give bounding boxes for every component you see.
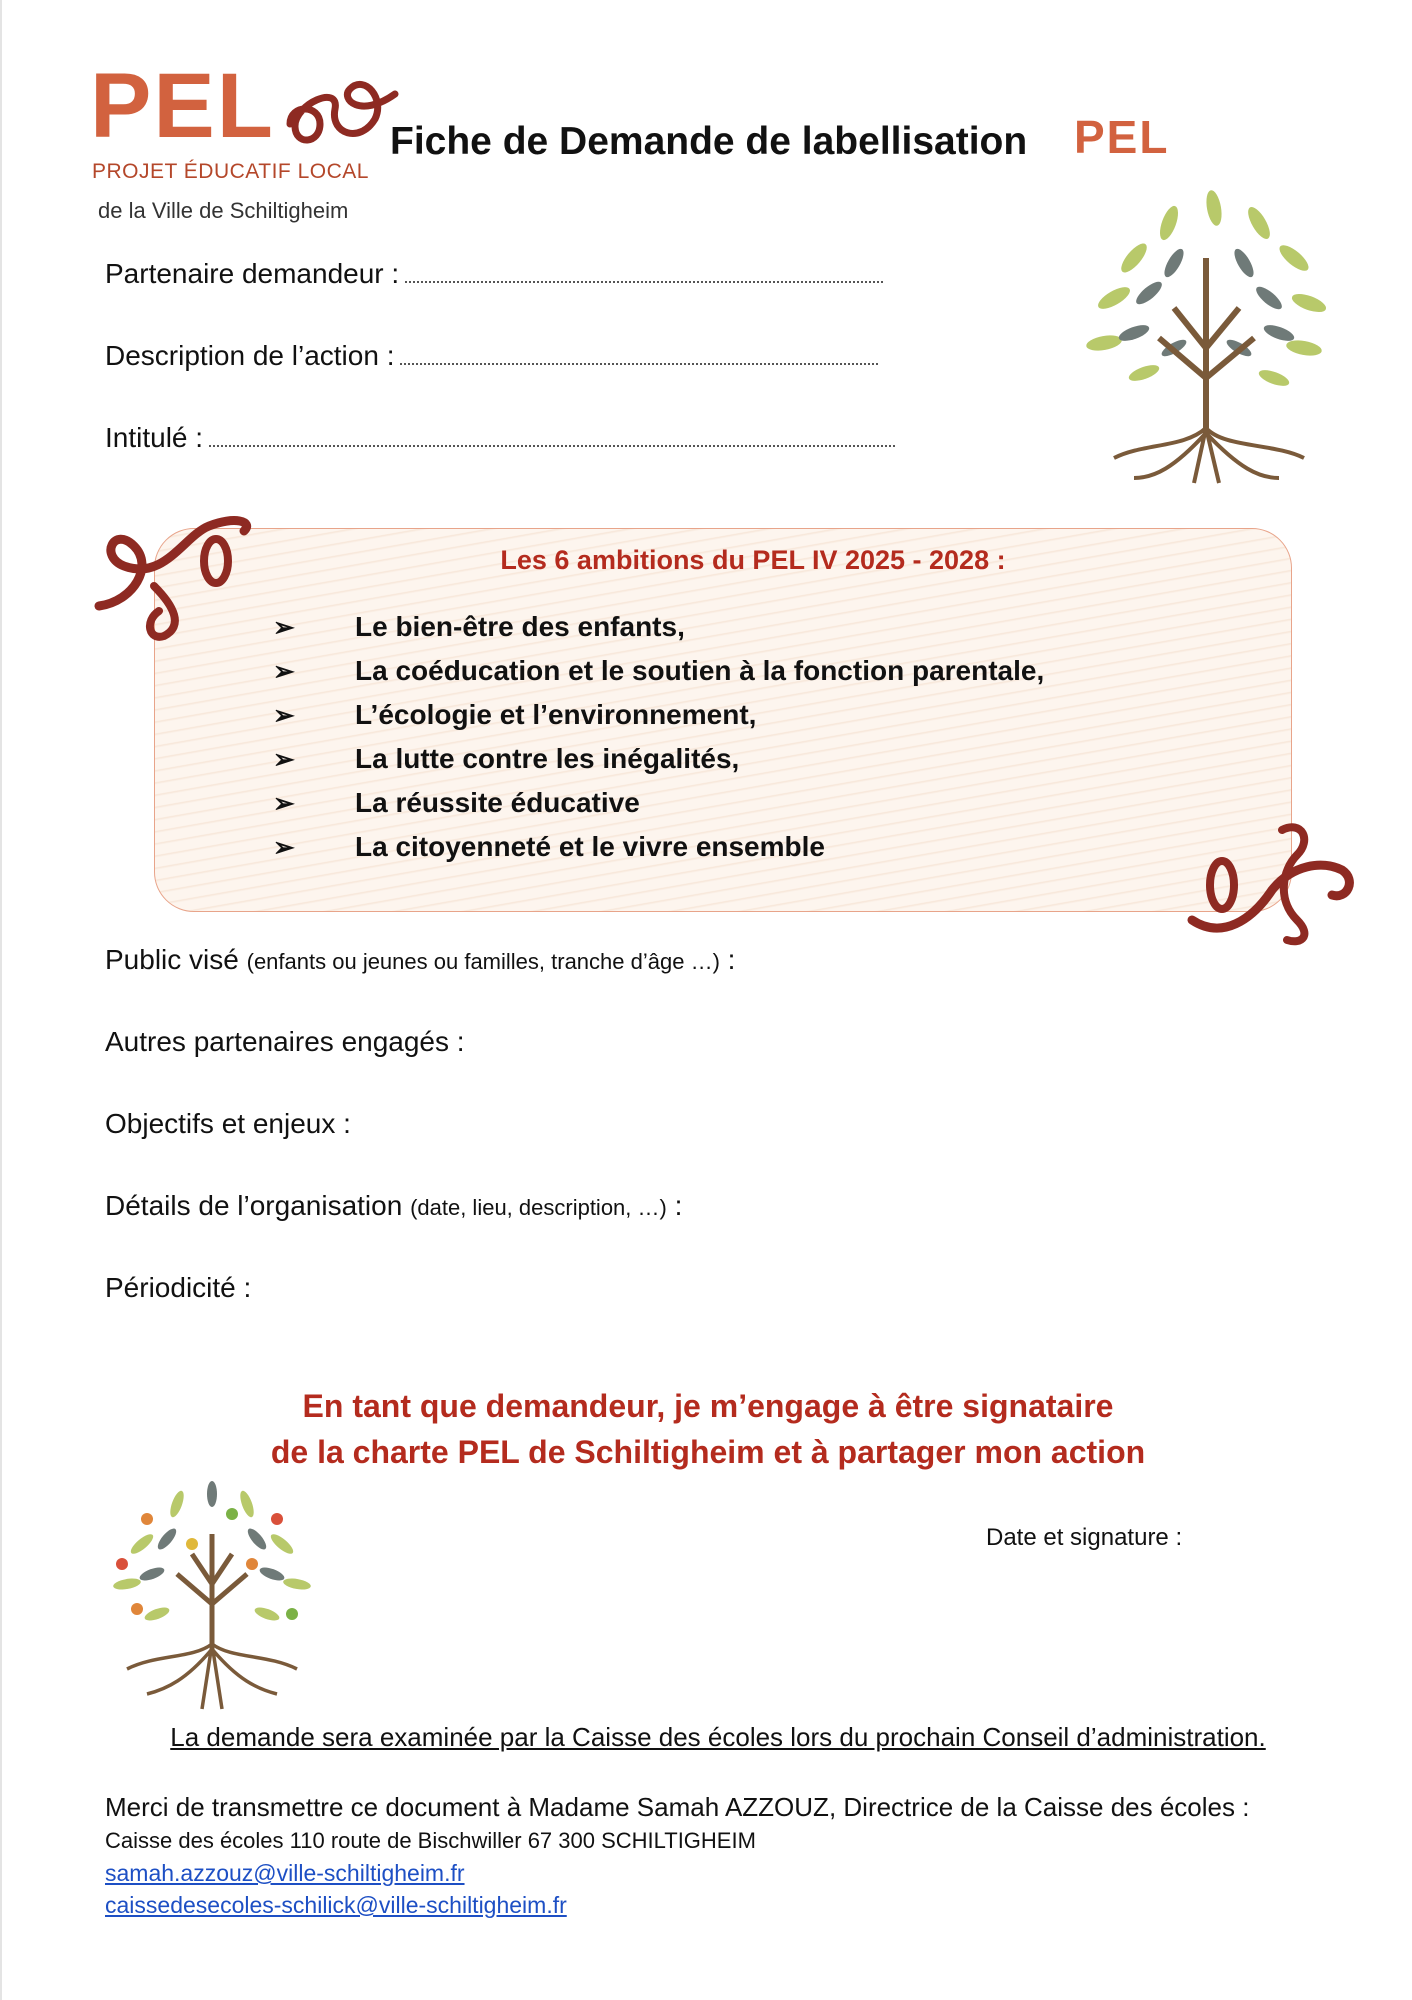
question-public-label: Public visé — [105, 944, 239, 975]
review-notice: La demande sera examinée par la Caisse des écoles lors du prochain Conseil d’administration. — [170, 1722, 1266, 1752]
list-item — [273, 605, 1044, 649]
ambitions-box — [154, 528, 1292, 912]
ambitions-list — [273, 605, 1044, 869]
question-periodicite[interactable]: Périodicité : — [105, 1272, 252, 1303]
question-details-hint: (date, lieu, description, …) — [410, 1195, 667, 1220]
date-signature-label[interactable]: Date et signature : — [986, 1524, 1183, 1551]
logo-subtitle: PROJET ÉDUCATIF LOCAL — [92, 160, 369, 183]
title-pel-badge: PEL — [1074, 111, 1170, 163]
arrow-bullet-icon: ➢ — [273, 611, 295, 642]
swirl-bottom-right-icon — [1182, 810, 1362, 950]
question-details[interactable] — [105, 1190, 682, 1222]
list-item — [273, 737, 1044, 781]
question-public-colon: : — [719, 944, 736, 975]
arrow-bullet-icon: ➢ — [273, 743, 295, 774]
ambition-text: L’écologie et l’environnement, — [355, 699, 757, 730]
pel-logo — [90, 55, 410, 230]
question-objectifs[interactable]: Objectifs et enjeux : — [105, 1108, 351, 1139]
ambition-text: Le bien-être des enfants, — [355, 611, 685, 642]
field-description-line[interactable] — [400, 341, 878, 365]
field-partenaire-label: Partenaire demandeur : — [105, 258, 400, 289]
field-intitule-line[interactable] — [209, 423, 895, 447]
arrow-bullet-icon: ➢ — [273, 699, 295, 730]
question-public-hint: (enfants ou jeunes ou familles, tranche d’âge …) — [246, 949, 720, 974]
question-details-colon: : — [666, 1190, 683, 1221]
ambitions-title: Les 6 ambitions du PEL IV 2025 - 2028 : — [500, 545, 1006, 575]
email-link-caisse[interactable]: caissedesecoles-schilick@ville-schiltigheim.fr — [105, 1892, 567, 1918]
logo-swirl-icon — [280, 64, 400, 154]
swirl-top-left-icon — [94, 506, 264, 646]
ambition-text: La citoyenneté et le vivre ensemble — [355, 831, 825, 862]
logo-pel-text: PEL — [90, 55, 275, 157]
email-link-azzouz[interactable]: samah.azzouz@ville-schiltigheim.fr — [105, 1860, 465, 1886]
ambition-text: La coéducation et le soutien à la fonction parentale, — [355, 655, 1045, 686]
field-description[interactable] — [105, 340, 878, 372]
commitment-statement — [2, 1383, 1412, 1475]
footer-address: Caisse des écoles 110 route de Bischwiller 67 300 SCHILTIGHEIM — [105, 1828, 756, 1853]
question-partenaires[interactable]: Autres partenaires engagés : — [105, 1026, 465, 1057]
logo-city: de la Ville de Schiltigheim — [98, 198, 349, 223]
list-item — [273, 825, 1044, 869]
ambition-text: La réussite éducative — [355, 787, 640, 818]
arrow-bullet-icon: ➢ — [273, 787, 295, 818]
field-partenaire[interactable] — [105, 258, 883, 290]
list-item — [273, 781, 1044, 825]
arrow-bullet-icon: ➢ — [273, 655, 295, 686]
tree-logo-icon — [1074, 178, 1338, 488]
field-description-label: Description de l’action : — [105, 340, 395, 371]
field-intitule[interactable] — [105, 422, 895, 454]
list-item — [273, 693, 1044, 737]
page-title: Fiche de Demande de labellisation — [390, 120, 1028, 163]
list-item — [273, 649, 1044, 693]
question-public[interactable] — [105, 944, 735, 976]
ambition-text: La lutte contre les inégalités, — [355, 743, 740, 774]
field-intitule-label: Intitulé : — [105, 422, 204, 453]
field-partenaire-line[interactable] — [405, 259, 883, 283]
commitment-line-1: En tant que demandeur, je m’engage à être signataire — [302, 1388, 1114, 1424]
question-details-label: Détails de l’organisation — [105, 1190, 403, 1221]
footer-lead: Merci de transmettre ce document à Madame Samah AZZOUZ, Directrice de la Caisse des écoles : — [105, 1792, 1250, 1822]
fruit-tree-icon — [107, 1474, 317, 1714]
arrow-bullet-icon: ➢ — [273, 831, 295, 862]
commitment-line-2: de la charte PEL de Schiltigheim et à partager mon action — [270, 1434, 1146, 1470]
